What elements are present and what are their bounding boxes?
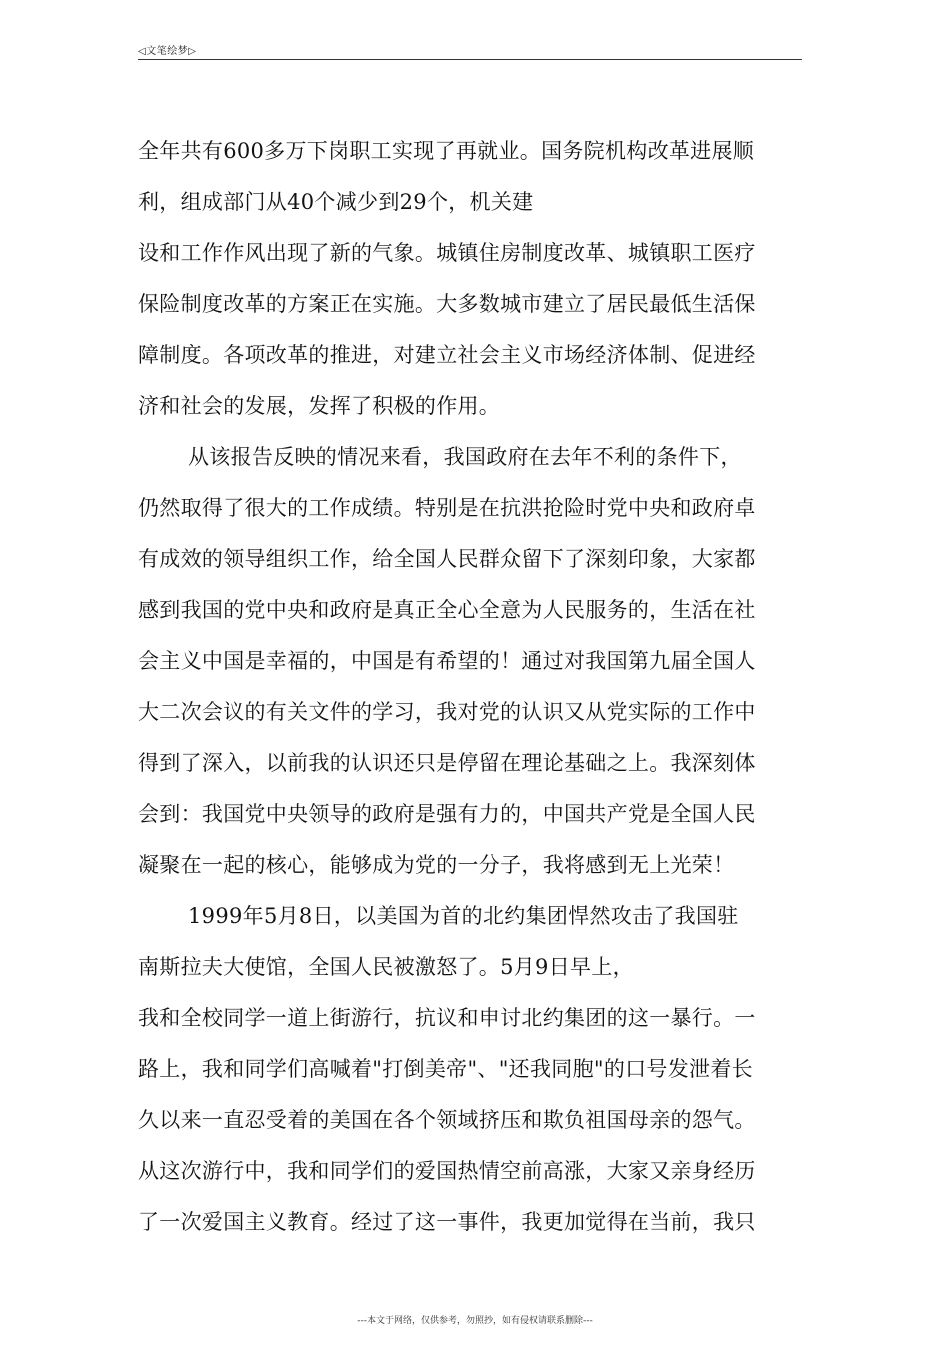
text-line: 久以来一直忍受着的美国在各个领域挤压和欺负祖国母亲的怨气。 [138, 1108, 756, 1132]
text-line: 会到：我国党中央领导的政府是强有力的，中国共产党是全国人民 [138, 802, 756, 826]
page-header [138, 42, 802, 62]
text-line: 会主义中国是幸福的，中国是有希望的！通过对我国第九届全国人 [138, 649, 756, 673]
text-line: 感到我国的党中央和政府是真正全心全意为人民服务的，生活在社 [138, 598, 756, 622]
text-line: 保险制度改革的方案正在实施。大多数城市建立了居民最低生活保 [138, 292, 756, 316]
text-line: 仍然取得了很大的工作成绩。特别是在抗洪抢险时党中央和政府卓 [138, 496, 756, 520]
text-line: 济和社会的发展，发挥了积极的作用。 [138, 394, 501, 418]
text-line: 有成效的领导组织工作，给全国人民群众留下了深刻印象，大家都 [138, 547, 756, 571]
text-line: 路上，我和同学们高喊着"打倒美帝"、"还我同胞"的口号发泄着长 [138, 1057, 753, 1081]
text-line: 利，组成部门从40个减少到29个，机关建 [138, 190, 534, 214]
header-divider [138, 59, 802, 60]
text-line: 得到了深入，以前我的认识还只是停留在理论基础之上。我深刻体 [138, 751, 756, 775]
paragraph-start-line: 从该报告反映的情况来看，我国政府在去年不利的条件下， [188, 445, 742, 469]
text-line: 全年共有600多万下岗职工实现了再就业。国务院机构改革进展顺 [138, 139, 755, 163]
document-body [138, 126, 802, 1248]
text-line: 大二次会议的有关文件的学习，我对党的认识又从党实际的工作中 [138, 700, 756, 724]
text-line: 设和工作作风出现了新的气象。城镇住房制度改革、城镇职工医疗 [138, 241, 756, 265]
text-line: 凝聚在一起的核心，能够成为党的一分子，我将感到无上光荣！ [138, 853, 735, 877]
page-footer: ---本文于网络，仅供参考，勿照抄，如有侵权请联系删除--- [357, 1316, 593, 1326]
text-line: 南斯拉夫大使馆，全国人民被激怒了。5月9日早上， [138, 955, 634, 979]
header-label: ◁文笔绘梦▷ [138, 46, 197, 57]
paragraph-start-line: 1999年5月8日，以美国为首的北约集团悍然攻击了我国驻 [188, 904, 739, 928]
text-line: 我和全校同学一道上街游行，抗议和申讨北约集团的这一暴行。一 [138, 1006, 756, 1030]
text-line: 了一次爱国主义教育。经过了这一事件，我更加觉得在当前，我只 [138, 1210, 756, 1234]
text-line: 从这次游行中，我和同学们的爱国热情空前高涨，大家又亲身经历 [138, 1159, 756, 1183]
text-line: 障制度。各项改革的推进，对建立社会主义市场经济体制、促进经 [138, 343, 756, 367]
